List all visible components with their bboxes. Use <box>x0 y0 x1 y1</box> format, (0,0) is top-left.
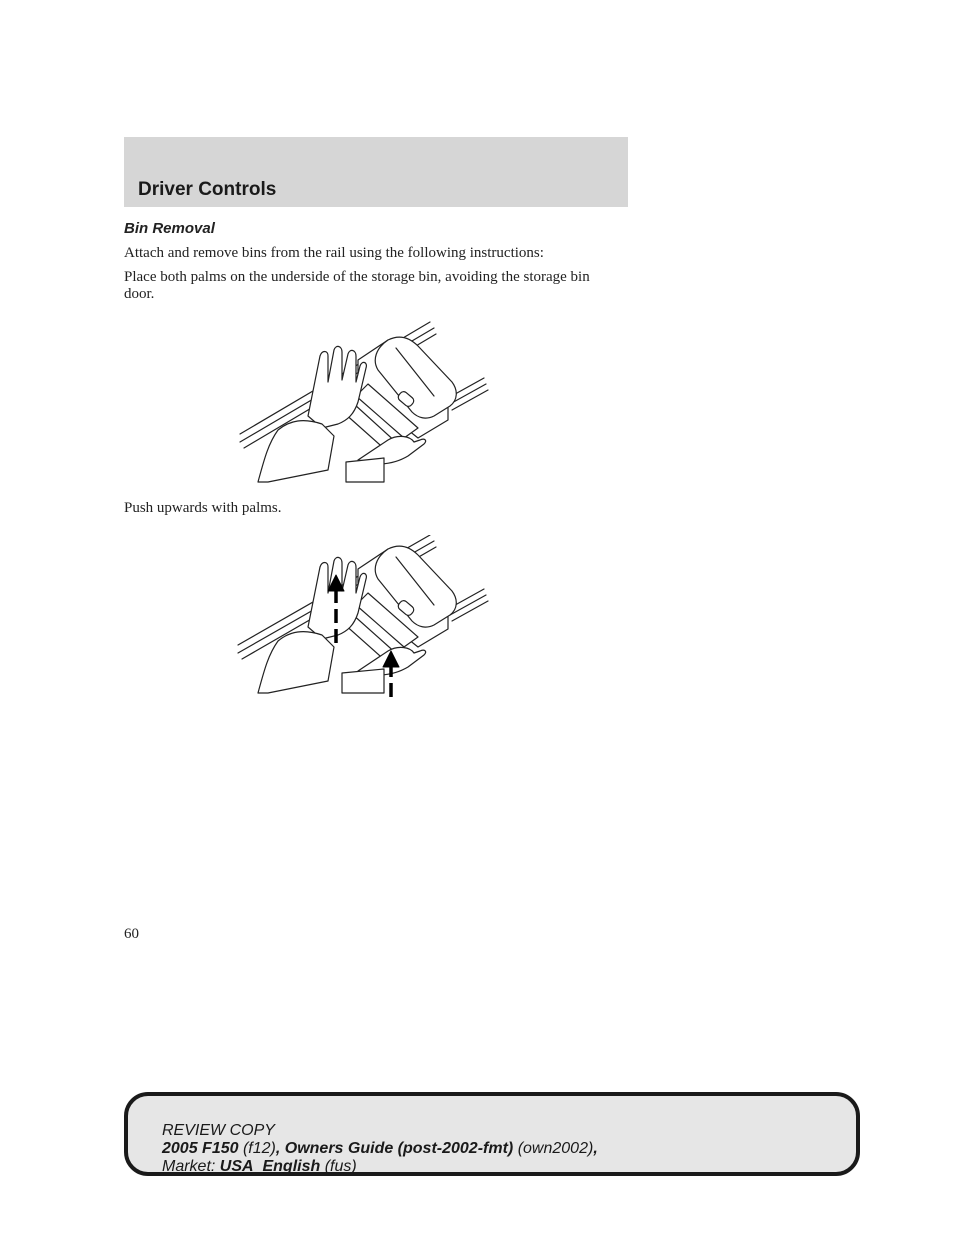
model-name: 2005 F150 <box>162 1140 239 1157</box>
step2-paragraph: Push upwards with palms. <box>124 500 282 516</box>
separator: , <box>275 1140 285 1157</box>
guide-name: Owners Guide (post-2002-fmt) <box>284 1140 514 1157</box>
lower-hand <box>342 647 426 693</box>
bin-removal-illustration-1 <box>238 320 490 485</box>
bin-removal-illustration-2 <box>236 535 490 700</box>
section-header-band <box>124 137 628 207</box>
subsection-heading: Bin Removal <box>124 220 215 237</box>
lower-hand <box>346 436 426 482</box>
section-title: Driver Controls <box>138 179 277 200</box>
market-line <box>162 1158 856 1176</box>
market-code: (fus) <box>324 1158 357 1175</box>
intro-paragraph: Attach and remove bins from the rail using the following instructions: <box>124 245 544 261</box>
review-copy-footer <box>124 1092 860 1176</box>
step1-paragraph: Place both palms on the underside of the storage bin, avoiding the storage bin door. <box>124 269 590 302</box>
model-code: (f12) <box>242 1140 276 1157</box>
document-info-line <box>162 1140 856 1158</box>
guide-code: (own2002) <box>517 1140 594 1157</box>
market-name: USA_English <box>219 1158 321 1175</box>
separator: , <box>593 1140 598 1157</box>
market-label: Market: <box>162 1158 216 1175</box>
page-number: 60 <box>124 926 139 942</box>
review-copy-label: REVIEW COPY <box>162 1122 275 1139</box>
